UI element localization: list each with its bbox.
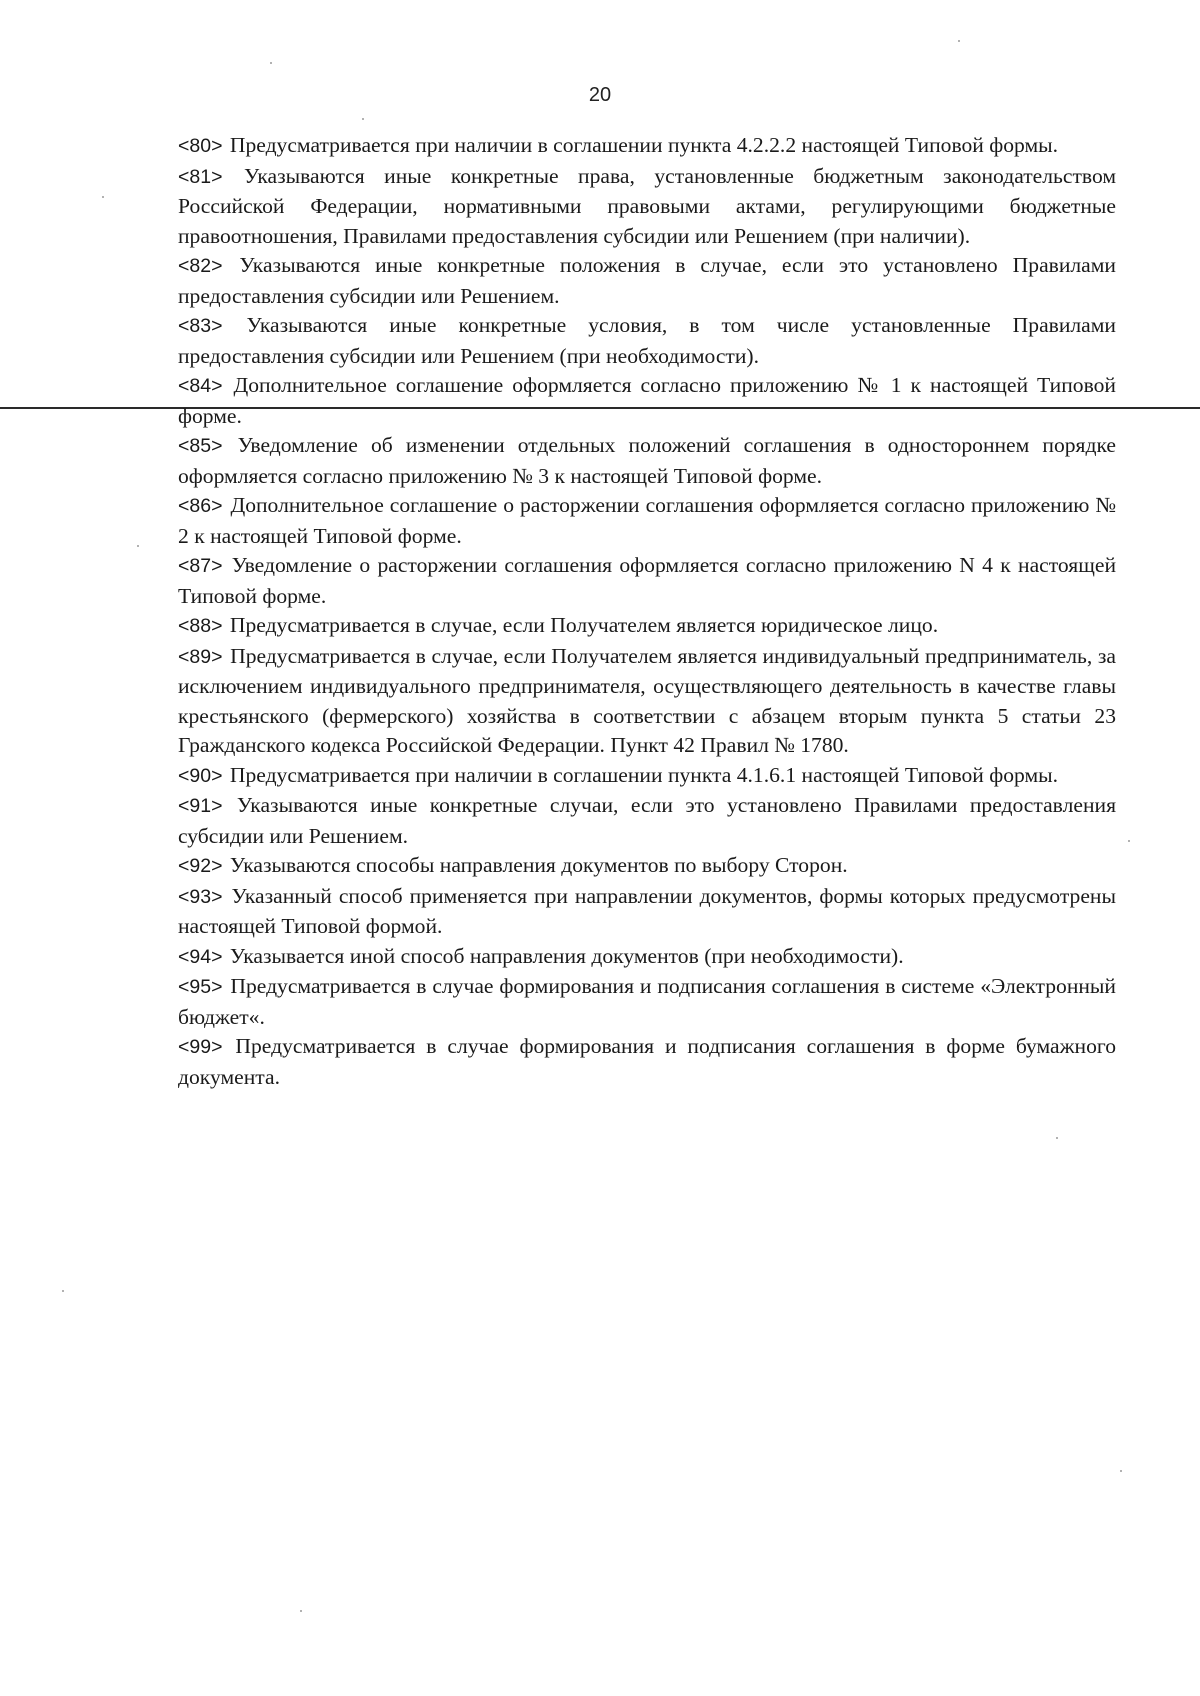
footnote-marker: <82> <box>178 255 223 277</box>
footnote-text: Указываются иные конкретные случаи, если это установлено Правилами предоставления субсидии или Решением. <box>178 793 1116 848</box>
footnote-95 <box>178 972 1116 1032</box>
footnote-marker: <95> <box>178 976 223 998</box>
footnote-text: Предусматривается в случае, если Получателем является юридическое лицо. <box>229 613 939 637</box>
footnote-marker: <93> <box>178 885 223 908</box>
footnote-90 <box>178 761 1116 792</box>
scan-speck <box>958 40 960 42</box>
footnotes-list <box>178 131 1116 1092</box>
footnote-text: Указывается иной способ направления документов (при необходимости). <box>229 943 904 968</box>
scan-speck <box>1120 1470 1122 1472</box>
footnote-92 <box>178 851 1116 882</box>
footnote-text: Указываются иные конкретные положения в случае, если это установлено Правилами предоставления субсидии или Решением. <box>178 253 1116 308</box>
footnote-text: Уведомление об изменении отдельных положений соглашения в одностороннем порядке оформляется согласно приложению № 3 к настоящей Типовой форме. <box>178 433 1116 488</box>
footnote-marker: <99> <box>178 1036 223 1058</box>
footnote-text: Указываются иные конкретные права, установленные бюджетным законодательством Российской Федерации, нормативными правовыми актами, регулирующими бюджетные правоотношения, Правилами предоставления субсидии или Решением (при наличии). <box>178 163 1116 248</box>
footnote-84 <box>178 371 1116 431</box>
footnote-marker: <86> <box>178 495 223 517</box>
footnote-text: Предусматривается в случае, если Получателем является индивидуальный предприниматель, за исключением индивидуального предпринимателя, осуществляющего деятельность в качестве главы крестьянского (фермерского) хозяйства в соответствии с абзацем вторым пункта 5 статьи 23 Гражданского кодекса Российской Федерации. Пункт 42 Правил № 1780. <box>178 643 1116 757</box>
footnote-83 <box>178 311 1116 371</box>
footnote-marker: <90> <box>178 764 223 787</box>
footnote-text: Предусматривается в случае формирования и подписания соглашения в форме бумажного документа. <box>178 1034 1116 1089</box>
footnote-93 <box>178 882 1116 942</box>
footnote-marker: <88> <box>178 615 223 637</box>
footnote-text: Предусматривается при наличии в соглашении пункта 4.2.2.2 настоящей Типовой формы. <box>229 133 1059 157</box>
footnote-text: Дополнительное соглашение оформляется согласно приложению № 1 к настоящей Типовой форме. <box>178 373 1116 428</box>
page-number: 20 <box>588 84 612 106</box>
scan-speck <box>62 1290 64 1292</box>
footnote-89 <box>178 642 1116 761</box>
footnote-86 <box>178 491 1116 551</box>
footnote-text: Дополнительное соглашение о расторжении соглашения оформляется согласно приложению № 2 к настоящей Типовой форме. <box>178 493 1116 548</box>
footnote-81 <box>178 162 1116 252</box>
footnote-marker: <94> <box>178 945 223 968</box>
scan-speck <box>1128 840 1130 842</box>
footnote-text: Указываются иные конкретные условия, в том числе установленные Правилами предоставления субсидии или Решением (при необходимости). <box>178 313 1116 368</box>
footnote-88 <box>178 611 1116 642</box>
footnote-94 <box>178 942 1116 973</box>
footnote-text: Указанный способ применяется при направлении документов, формы которых предусмотрены настоящей Типовой формой. <box>178 883 1116 938</box>
footnote-marker: <87> <box>178 555 223 577</box>
scan-speck <box>270 62 272 64</box>
footnote-text: Уведомление о расторжении соглашения оформляется согласно приложению N 4 к настоящей Типовой форме. <box>178 553 1117 608</box>
footnote-marker: <81> <box>178 165 223 188</box>
footnote-82 <box>178 251 1116 311</box>
footnote-marker: <89> <box>178 645 223 668</box>
scan-speck <box>362 118 364 120</box>
footnote-text: Указываются способы направления документов по выбору Сторон. <box>229 853 848 877</box>
footnote-marker: <80> <box>178 135 223 157</box>
footnote-91 <box>178 791 1116 851</box>
scan-speck <box>300 1610 302 1612</box>
scan-speck <box>137 545 139 547</box>
footnote-marker: <92> <box>178 855 223 877</box>
scan-speck <box>1056 1137 1058 1139</box>
footnote-85 <box>178 431 1116 491</box>
footnote-99 <box>178 1032 1116 1092</box>
footnote-marker: <85> <box>178 435 223 457</box>
footnote-80 <box>178 131 1116 162</box>
footnote-87 <box>178 551 1116 611</box>
footnote-marker: <84> <box>178 375 223 397</box>
scan-speck <box>102 196 104 198</box>
footnote-text: Предусматривается в случае формирования и подписания соглашения в системе «Электронный бюджет«. <box>178 974 1116 1029</box>
footnote-marker: <91> <box>178 795 223 817</box>
footnote-text: Предусматривается при наличии в соглашении пункта 4.1.6.1 настоящей Типовой формы. <box>229 762 1059 787</box>
footnote-marker: <83> <box>178 315 223 337</box>
